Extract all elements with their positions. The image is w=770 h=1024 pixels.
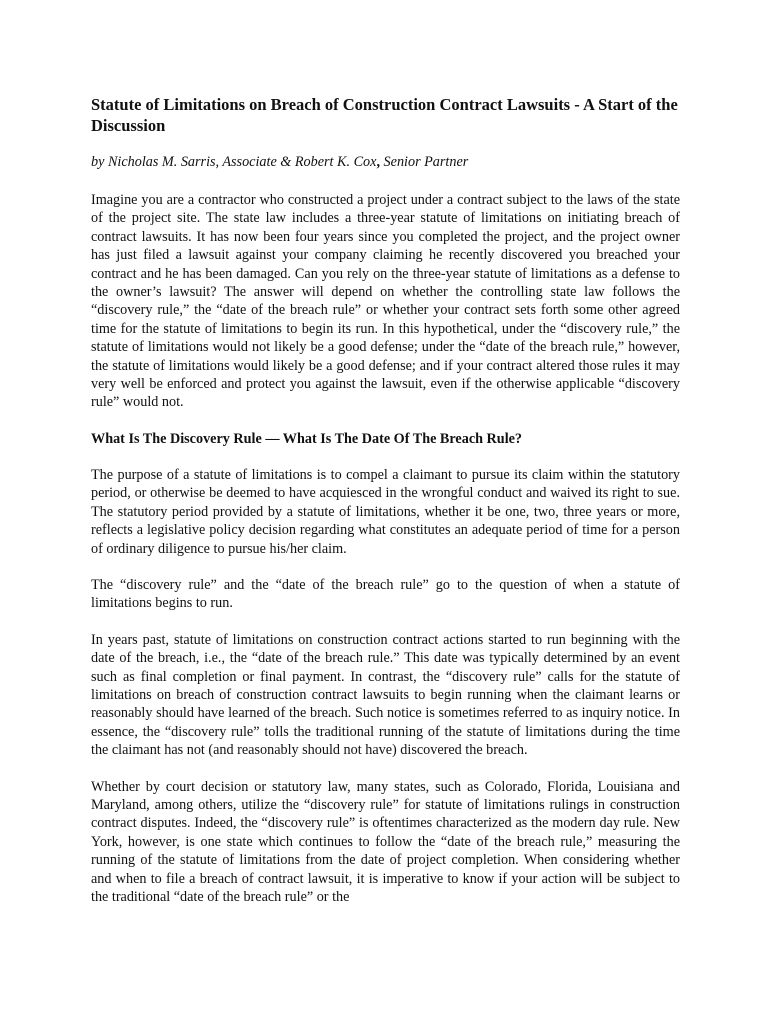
body-paragraph-states: Whether by court decision or statutory law, many states, such as Colorado, Florida, Louisiana and Maryland, among others, utilize the “discovery rule” for statute of limitations rulings in construction contract disputes. Indeed, the “discovery rule” is oftentimes characterized as the modern day rule. New York, however, is one state which continues to follow the “date of the breach rule,” measuring the running of the statute of limitations from the date of project completion. When considering whether and when to file a breach of contract lawsuit, it is imperative to know if your action will be subject to the traditional “date of the breach rule” or the [91,778,680,905]
document-title: Statute of Limitations on Breach of Construction Contract Lawsuits - A Start of the Discussion [91,95,678,135]
body-paragraph-purpose: The purpose of a statute of limitations is to compel a claimant to pursue its claim within the statutory period, or otherwise be deemed to have acquiesced in the wrongful conduct and waived its right to sue. The statutory period provided by a statute of limitations, whether it be one, two, three years or more, reflects a legislative policy decision regarding what constitutes an adequate period of time for a person of ordinary diligence to pursue his/her claim. [91,466,680,557]
byline-role: Senior Partner [380,154,469,170]
byline-comma: , [376,154,380,170]
body-paragraph-rules: The “discovery rule” and the “date of the breach rule” go to the question of when a statute of limitations begins to run. [91,576,680,612]
author-byline [91,153,680,171]
byline-authors: by Nicholas M. Sarris, Associate & Robert K. Cox [91,154,377,170]
body-paragraph-history: In years past, statute of limitations on construction contract actions started to run beginning with the date of the breach, i.e., the “date of the breach rule.” This date was typically determined by an event such as final completion or final payment. In contrast, the “discovery rule” calls for the statute of limitations on breach of construction contract lawsuits to begin running when the claimant learns or reasonably should have learned of the breach. Such notice is sometimes referred to as inquiry notice. In essence, the “discovery rule” tolls the traditional running of the statute of limitations during the time the claimant has not (and reasonably should not have) discovered the breach. [91,631,680,759]
section-heading: What Is The Discovery Rule — What Is The Date Of The Breach Rule? [91,430,523,447]
document-page [91,94,680,906]
intro-paragraph: Imagine you are a contractor who constructed a project under a contract subject to the laws of the state of the project site. The state law includes a three-year statute of limitations on initiating breach of contract lawsuits. It has now been four years since you completed the project, and the project owner has just filed a lawsuit against your company claiming he recently discovered you breached your contract and he has been damaged. Can you rely on the three-year statute of limitations as a defense to the owner’s lawsuit? The answer will depend on whether the controlling state law follows the “discovery rule,” the “date of the breach rule” or whether your contract sets forth some other agreed time for the statute of limitations to begin its run. In this hypothetical, under the “discovery rule,” the statute of limitations would not likely be a good defense; under the “date of the breach rule,” however, the statute of limitations would likely be a good defense; and if your contract altered those rules it may very well be enforced and protect you against the lawsuit, even if the otherwise applicable “discovery rule” would not. [91,192,680,411]
